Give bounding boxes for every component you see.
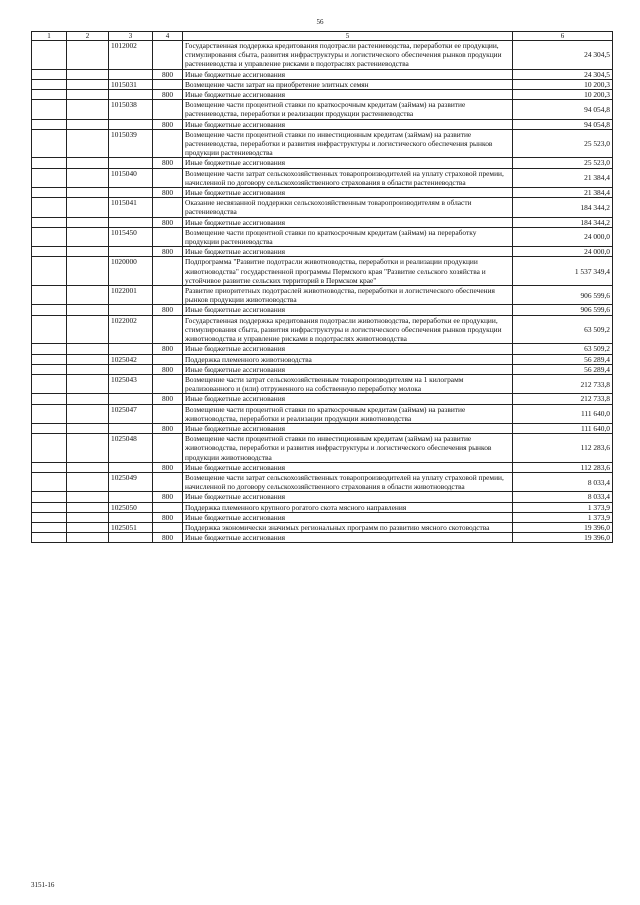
cell-expense-type: 800 [153, 462, 183, 472]
column-header: 3 [109, 32, 153, 41]
cell-expense-type: 800 [153, 512, 183, 522]
cell-col1 [32, 129, 67, 158]
cell-name: Иные бюджетные ассигнования [183, 305, 513, 315]
cell-col1 [32, 198, 67, 217]
cell-col2 [67, 188, 109, 198]
table-row [32, 100, 613, 119]
cell-col2 [67, 41, 109, 70]
cell-amount: 184 344,2 [513, 217, 613, 227]
cell-target-code [109, 158, 153, 168]
cell-target-code [109, 69, 153, 79]
cell-amount: 25 523,0 [513, 129, 613, 158]
cell-amount: 24 304,5 [513, 69, 613, 79]
table-row [32, 364, 613, 374]
cell-target-code [109, 217, 153, 227]
cell-col2 [67, 522, 109, 532]
cell-amount: 25 523,0 [513, 158, 613, 168]
cell-col1 [32, 522, 67, 532]
cell-expense-type [153, 472, 183, 491]
cell-target-code [109, 305, 153, 315]
cell-name: Возмещение части затрат сельскохозяйственных товаропроизводителей на уплату страховой премии, начисленной по договору сельскохозяйственного страхования в области растениеводства [183, 168, 513, 187]
cell-name: Возмещение части процентной ставки по краткосрочным кредитам (займам) на развитие животноводства, переработки и реализации продукции животноводства [183, 404, 513, 423]
cell-col2 [67, 364, 109, 374]
cell-col2 [67, 315, 109, 344]
page-number: 56 [316, 18, 324, 26]
cell-col2 [67, 69, 109, 79]
cell-col2 [67, 344, 109, 354]
column-header: 4 [153, 32, 183, 41]
cell-col1 [32, 168, 67, 187]
cell-target-code [109, 364, 153, 374]
cell-amount: 906 599,6 [513, 286, 613, 305]
table-row [32, 502, 613, 512]
cell-col2 [67, 79, 109, 89]
cell-col1 [32, 472, 67, 491]
cell-col2 [67, 198, 109, 217]
cell-col2 [67, 462, 109, 472]
cell-col2 [67, 434, 109, 463]
cell-target-code [109, 247, 153, 257]
cell-target-code: 1015031 [109, 79, 153, 89]
cell-name: Оказание несвязанной поддержки сельскохозяйственным товаропроизводителям в области растениеводства [183, 198, 513, 217]
cell-expense-type: 800 [153, 364, 183, 374]
cell-col1 [32, 404, 67, 423]
column-header: 5 [183, 32, 513, 41]
cell-col1 [32, 286, 67, 305]
cell-name: Иные бюджетные ассигнования [183, 423, 513, 433]
cell-name: Возмещение части процентной ставки по краткосрочным кредитам (займам) на развитие растениеводства, переработки и реализации продукции растениеводства [183, 100, 513, 119]
cell-name: Возмещение части процентной ставки по инвестиционным кредитам (займам) на развитие растениеводства, переработки и развития инфраструктуры и логистического обеспечения рынков продукции растениеводства [183, 129, 513, 158]
budget-table-body [32, 32, 613, 543]
cell-target-code [109, 90, 153, 100]
cell-amount: 906 599,6 [513, 305, 613, 315]
cell-amount: 94 054,8 [513, 119, 613, 129]
cell-expense-type [153, 168, 183, 187]
cell-name: Возмещение части процентной ставки по инвестиционным кредитам (займам) на развитие животноводства, переработки и развития инфраструктуры и логистического обеспечения рынков продукции животноводства [183, 434, 513, 463]
cell-name: Возмещение части процентной ставки по краткосрочным кредитам (займам) на переработку продукции растениеводства [183, 227, 513, 246]
table-row [32, 129, 613, 158]
cell-expense-type: 800 [153, 492, 183, 502]
cell-col1 [32, 119, 67, 129]
cell-expense-type [153, 374, 183, 393]
cell-expense-type: 800 [153, 158, 183, 168]
cell-target-code [109, 344, 153, 354]
cell-name: Поддержка племенного крупного рогатого скота мясного направления [183, 502, 513, 512]
cell-target-code [109, 119, 153, 129]
cell-target-code: 1015041 [109, 198, 153, 217]
table-row [32, 90, 613, 100]
cell-amount: 212 733,8 [513, 394, 613, 404]
table-row [32, 533, 613, 543]
cell-col1 [32, 305, 67, 315]
cell-col1 [32, 512, 67, 522]
cell-col1 [32, 533, 67, 543]
cell-amount: 8 033,4 [513, 472, 613, 491]
cell-target-code: 1022001 [109, 286, 153, 305]
cell-col2 [67, 158, 109, 168]
cell-target-code: 1025049 [109, 472, 153, 491]
cell-target-code: 1025042 [109, 354, 153, 364]
table-row [32, 198, 613, 217]
cell-target-code: 1015450 [109, 227, 153, 246]
table-row [32, 344, 613, 354]
cell-expense-type [153, 198, 183, 217]
cell-col1 [32, 364, 67, 374]
table-row [32, 315, 613, 344]
cell-name: Иные бюджетные ассигнования [183, 492, 513, 502]
cell-expense-type [153, 227, 183, 246]
cell-amount: 19 396,0 [513, 533, 613, 543]
cell-col1 [32, 423, 67, 433]
cell-amount: 63 509,2 [513, 344, 613, 354]
cell-expense-type [153, 315, 183, 344]
cell-col2 [67, 217, 109, 227]
cell-col2 [67, 90, 109, 100]
cell-target-code: 1015040 [109, 168, 153, 187]
cell-expense-type: 800 [153, 423, 183, 433]
cell-target-code [109, 188, 153, 198]
table-row [32, 257, 613, 286]
cell-target-code: 1012002 [109, 41, 153, 70]
cell-expense-type: 800 [153, 533, 183, 543]
cell-name: Иные бюджетные ассигнования [183, 462, 513, 472]
cell-target-code: 1022002 [109, 315, 153, 344]
cell-expense-type [153, 434, 183, 463]
column-header: 2 [67, 32, 109, 41]
cell-amount: 24 000,0 [513, 247, 613, 257]
cell-col1 [32, 41, 67, 70]
cell-amount: 19 396,0 [513, 522, 613, 532]
cell-col2 [67, 404, 109, 423]
cell-expense-type [153, 257, 183, 286]
cell-name: Возмещение части затрат сельскохозяйственных товаропроизводителей на уплату страховой премии, начисленной по договору сельскохозяйственного страхования в области животноводства [183, 472, 513, 491]
cell-amount: 56 289,4 [513, 364, 613, 374]
cell-expense-type [153, 522, 183, 532]
cell-name: Государственная поддержка кредитования подотрасли растениеводства, переработки ее продукции, стимулирования сбыта, развития инфраструктуры и логистического обеспечения рынков продукции растениеводства и управление рисками в подотраслях растениеводства [183, 41, 513, 70]
cell-name: Поддержка экономически значимых региональных программ по развитию мясного скотоводства [183, 522, 513, 532]
cell-amount: 112 283,6 [513, 434, 613, 463]
cell-target-code: 1025048 [109, 434, 153, 463]
cell-col2 [67, 394, 109, 404]
cell-amount: 112 283,6 [513, 462, 613, 472]
cell-target-code: 1020000 [109, 257, 153, 286]
cell-col2 [67, 472, 109, 491]
cell-amount: 63 509,2 [513, 315, 613, 344]
cell-col1 [32, 79, 67, 89]
cell-col1 [32, 217, 67, 227]
table-row [32, 394, 613, 404]
cell-amount: 111 640,0 [513, 404, 613, 423]
table-row [32, 41, 613, 70]
table-row [32, 79, 613, 89]
cell-name: Поддержка племенного животноводства [183, 354, 513, 364]
cell-amount: 21 384,4 [513, 188, 613, 198]
table-row [32, 286, 613, 305]
cell-col2 [67, 227, 109, 246]
cell-amount: 10 200,3 [513, 79, 613, 89]
cell-name: Развитие приоритетных подотраслей животноводства, переработки и логистического обеспечения рынков продукции животноводства [183, 286, 513, 305]
cell-col1 [32, 315, 67, 344]
cell-col2 [67, 168, 109, 187]
column-number-row [32, 32, 613, 41]
cell-col1 [32, 100, 67, 119]
cell-col2 [67, 119, 109, 129]
table-row [32, 423, 613, 433]
cell-col1 [32, 394, 67, 404]
table-row [32, 472, 613, 491]
cell-target-code: 1015039 [109, 129, 153, 158]
cell-col1 [32, 462, 67, 472]
cell-col1 [32, 434, 67, 463]
table-row [32, 247, 613, 257]
cell-expense-type [153, 354, 183, 364]
table-row [32, 434, 613, 463]
cell-col2 [67, 100, 109, 119]
cell-expense-type [153, 502, 183, 512]
cell-name: Иные бюджетные ассигнования [183, 344, 513, 354]
cell-expense-type [153, 404, 183, 423]
cell-amount: 8 033,4 [513, 492, 613, 502]
cell-amount: 1 373,9 [513, 512, 613, 522]
cell-name: Государственная поддержка кредитования подотрасли животноводства, переработки ее продукции, стимулирования сбыта, развития инфраструктуры и логистического обеспечения рынков продукции животноводства и управление рисками в подотраслях животноводства [183, 315, 513, 344]
cell-col1 [32, 69, 67, 79]
cell-name: Иные бюджетные ассигнования [183, 247, 513, 257]
cell-col2 [67, 286, 109, 305]
cell-target-code [109, 492, 153, 502]
table-row [32, 512, 613, 522]
cell-col2 [67, 492, 109, 502]
cell-expense-type: 800 [153, 247, 183, 257]
cell-expense-type: 800 [153, 188, 183, 198]
cell-target-code: 1025043 [109, 374, 153, 393]
cell-amount: 212 733,8 [513, 374, 613, 393]
table-row [32, 354, 613, 364]
cell-expense-type: 800 [153, 69, 183, 79]
cell-name: Иные бюджетные ассигнования [183, 69, 513, 79]
cell-target-code: 1015038 [109, 100, 153, 119]
cell-col2 [67, 423, 109, 433]
table-row [32, 158, 613, 168]
cell-col2 [67, 305, 109, 315]
cell-col2 [67, 512, 109, 522]
cell-amount: 56 289,4 [513, 354, 613, 364]
cell-amount: 94 054,8 [513, 100, 613, 119]
cell-col1 [32, 354, 67, 364]
table-row [32, 404, 613, 423]
cell-name: Иные бюджетные ассигнования [183, 188, 513, 198]
cell-expense-type: 800 [153, 119, 183, 129]
cell-name: Иные бюджетные ассигнования [183, 158, 513, 168]
cell-col2 [67, 129, 109, 158]
cell-expense-type: 800 [153, 344, 183, 354]
cell-name: Возмещение части затрат на приобретение элитных семян [183, 79, 513, 89]
cell-col1 [32, 492, 67, 502]
cell-target-code [109, 423, 153, 433]
cell-target-code [109, 533, 153, 543]
cell-target-code [109, 462, 153, 472]
cell-col1 [32, 227, 67, 246]
cell-name: Иные бюджетные ассигнования [183, 394, 513, 404]
table-row [32, 492, 613, 502]
cell-name: Иные бюджетные ассигнования [183, 217, 513, 227]
cell-col2 [67, 257, 109, 286]
cell-col2 [67, 502, 109, 512]
cell-col1 [32, 344, 67, 354]
cell-col2 [67, 354, 109, 364]
cell-target-code [109, 394, 153, 404]
cell-amount: 1 373,9 [513, 502, 613, 512]
table-row [32, 522, 613, 532]
table-row [32, 462, 613, 472]
cell-col2 [67, 247, 109, 257]
cell-expense-type [153, 79, 183, 89]
column-header: 6 [513, 32, 613, 41]
cell-name: Иные бюджетные ассигнования [183, 90, 513, 100]
cell-target-code: 1025047 [109, 404, 153, 423]
table-row [32, 119, 613, 129]
cell-col2 [67, 374, 109, 393]
table-row [32, 188, 613, 198]
cell-expense-type [153, 286, 183, 305]
table-row [32, 305, 613, 315]
cell-amount: 111 640,0 [513, 423, 613, 433]
cell-col1 [32, 502, 67, 512]
cell-col1 [32, 257, 67, 286]
cell-target-code [109, 512, 153, 522]
cell-amount: 24 304,5 [513, 41, 613, 70]
cell-name: Иные бюджетные ассигнования [183, 119, 513, 129]
cell-expense-type: 800 [153, 305, 183, 315]
cell-col1 [32, 188, 67, 198]
column-header: 1 [32, 32, 67, 41]
table-row [32, 374, 613, 393]
cell-amount: 10 200,3 [513, 90, 613, 100]
cell-expense-type: 800 [153, 90, 183, 100]
cell-col1 [32, 158, 67, 168]
cell-col1 [32, 247, 67, 257]
footer-code: 3151-16 [31, 881, 55, 889]
cell-amount: 21 384,4 [513, 168, 613, 187]
cell-name: Иные бюджетные ассигнования [183, 512, 513, 522]
cell-name: Иные бюджетные ассигнования [183, 364, 513, 374]
cell-target-code: 1025051 [109, 522, 153, 532]
cell-expense-type [153, 100, 183, 119]
cell-col1 [32, 374, 67, 393]
cell-name: Подпрограмма "Развитие подотрасли животноводства, переработки и реализации продукции животноводства" государственной программы Пермского края "Развитие сельского хозяйства и устойчивое развитие сельских территорий в Пермском крае" [183, 257, 513, 286]
table-row [32, 69, 613, 79]
cell-target-code: 1025050 [109, 502, 153, 512]
table-row [32, 227, 613, 246]
cell-amount: 1 537 349,4 [513, 257, 613, 286]
cell-expense-type [153, 41, 183, 70]
cell-name: Иные бюджетные ассигнования [183, 533, 513, 543]
table-row [32, 217, 613, 227]
cell-col1 [32, 90, 67, 100]
cell-amount: 184 344,2 [513, 198, 613, 217]
cell-col2 [67, 533, 109, 543]
cell-expense-type: 800 [153, 394, 183, 404]
cell-expense-type: 800 [153, 217, 183, 227]
cell-expense-type [153, 129, 183, 158]
table-row [32, 168, 613, 187]
cell-name: Возмещение части затрат сельскохозяйственным товаропроизводителям на 1 килограмм реализованного и (или) отгруженного на собственную переработку молока [183, 374, 513, 393]
cell-amount: 24 000,0 [513, 227, 613, 246]
budget-table [31, 31, 613, 543]
